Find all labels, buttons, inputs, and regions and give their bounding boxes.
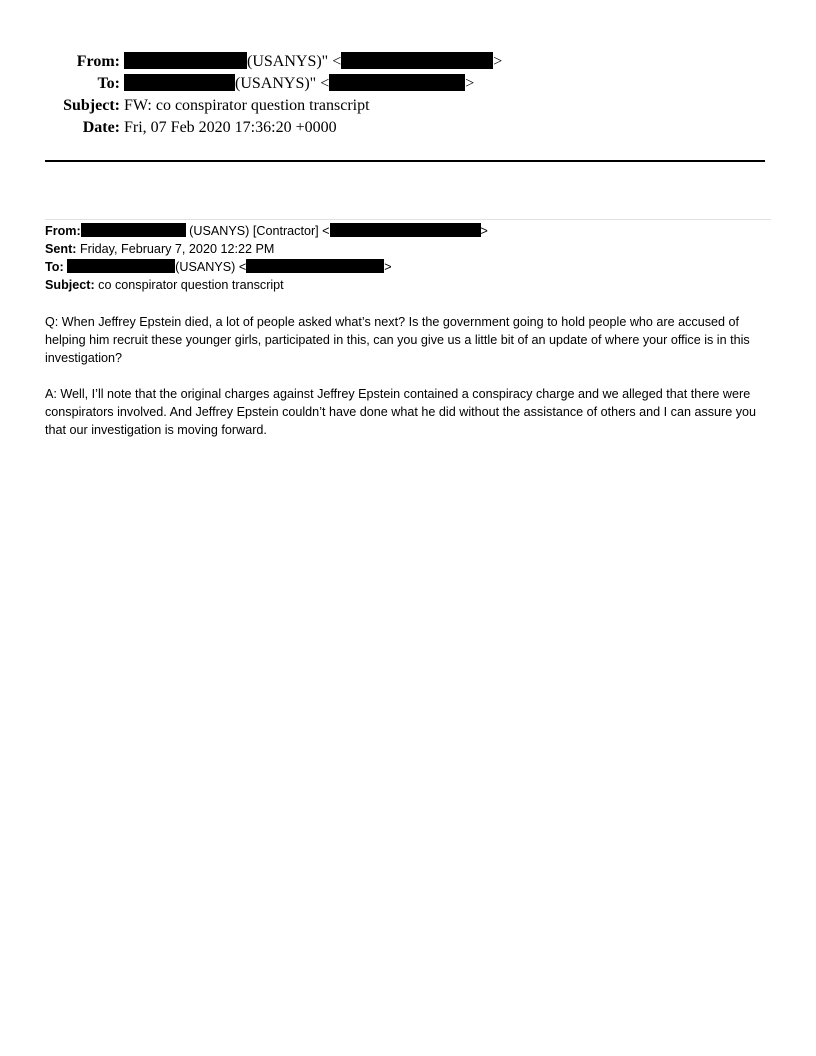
answer-paragraph: A: Well, I’ll note that the original charges against Jeffrey Epstein contained a conspiracy charge and we alleged that there were conspirators involved. And Jeffrey Epstein couldn’t have done what he did without the assistance of others and I can assure you that our investigation is moving forward. xyxy=(45,387,757,437)
fwd-to-label: To: xyxy=(97,75,120,92)
orig-to-mid: (USANYS) < xyxy=(175,260,247,274)
redaction-box xyxy=(329,74,465,91)
redaction-box xyxy=(67,259,175,273)
orig-to-label: To: xyxy=(45,260,64,274)
fwd-date-label: Date: xyxy=(82,119,120,136)
orig-subject-value: co conspirator question transcript xyxy=(94,278,284,292)
fwd-from-row xyxy=(0,51,503,73)
orig-to-end: > xyxy=(384,260,392,274)
fwd-to-end: > xyxy=(465,75,475,92)
orig-sent-row xyxy=(45,240,274,258)
redaction-box xyxy=(330,223,481,237)
orig-from-end: > xyxy=(480,224,488,238)
fwd-to-mid: (USANYS)" < xyxy=(235,75,330,92)
fwd-date-row xyxy=(0,117,337,139)
question-paragraph: Q: When Jeffrey Epstein died, a lot of people asked what’s next? Is the government going to hold people who are accused of helping him recruit these younger girls, participated in this, can you give us a little bit of an update of where your office is in this investigation? xyxy=(45,315,750,365)
orig-subject-row xyxy=(45,276,284,294)
orig-subject-label: Subject: xyxy=(45,278,95,292)
orig-from-label: From: xyxy=(45,224,81,238)
orig-to-row xyxy=(45,258,392,276)
fwd-from-end: > xyxy=(493,53,503,70)
header-divider xyxy=(45,160,765,162)
orig-sent-value: Friday, February 7, 2020 12:22 PM xyxy=(76,242,275,256)
fwd-date-value: Fri, 07 Feb 2020 17:36:20 +0000 xyxy=(124,119,337,136)
orig-sent-label: Sent: xyxy=(45,242,77,256)
fwd-from-mid: (USANYS)" < xyxy=(247,53,342,70)
fwd-subject-row xyxy=(0,95,370,117)
message-divider xyxy=(45,219,771,220)
fwd-subject-label: Subject: xyxy=(63,97,120,114)
orig-from-mid: (USANYS) [Contractor] < xyxy=(185,224,330,238)
redaction-box xyxy=(341,52,493,69)
fwd-to-row xyxy=(0,73,475,95)
redaction-box xyxy=(246,259,384,273)
redaction-box xyxy=(124,52,247,69)
fwd-subject-value: FW: co conspirator question transcript xyxy=(124,97,370,114)
redaction-box xyxy=(81,223,186,237)
fwd-from-label: From: xyxy=(76,53,120,70)
redaction-box xyxy=(124,74,235,91)
orig-from-row xyxy=(45,222,488,240)
